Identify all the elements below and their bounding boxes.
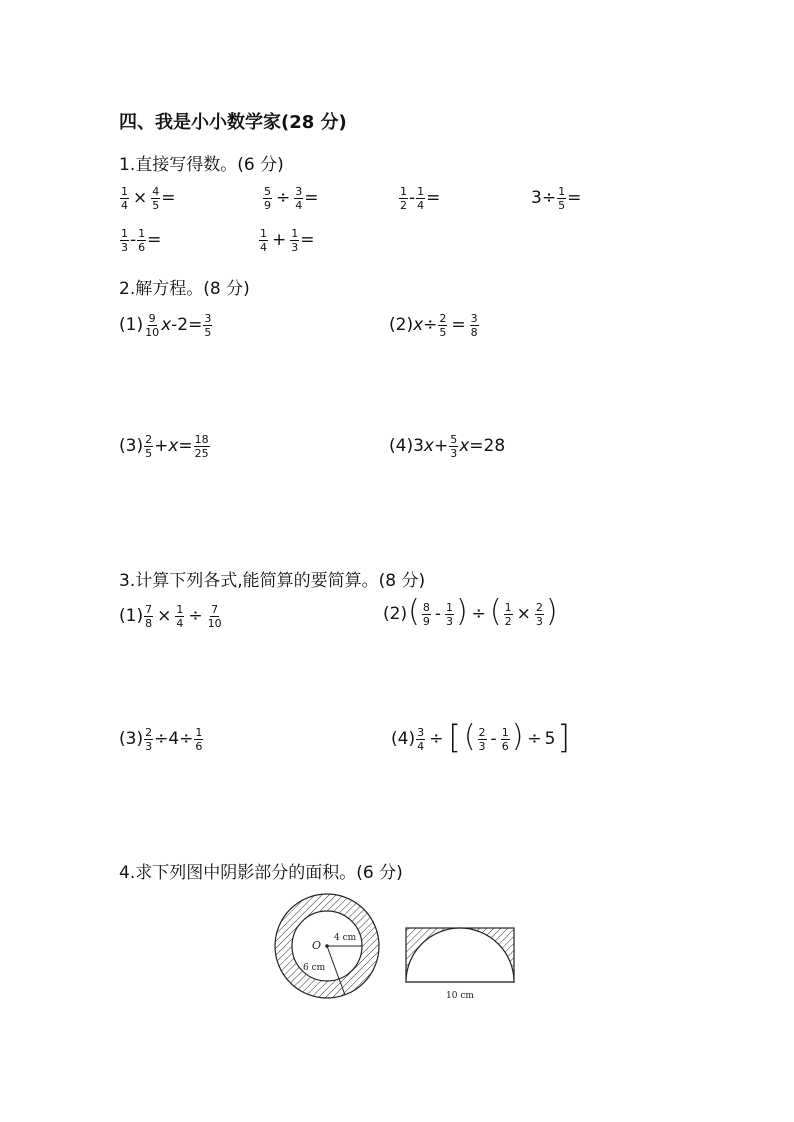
- center-label: O: [312, 939, 322, 952]
- fraction: $\frac{18}{25}$: [194, 433, 209, 460]
- fraction: $\frac{1}{6}$: [195, 726, 203, 753]
- fraction: $\frac{1}{6}$: [501, 725, 509, 753]
- fraction: $\frac{9}{10}$: [145, 312, 160, 339]
- q2-item-1: (1) $\frac{9}{10}$ x -2= $\frac{3}{5}$: [119, 312, 212, 339]
- fraction: $\frac{2}{3}$: [478, 725, 486, 753]
- fraction: $\frac{1}{3}$: [291, 227, 299, 254]
- q3-item-1: (1) $\frac{7}{8}$ × $\frac{1}{4}$ ÷ $\frac{7}{10}$: [119, 603, 222, 630]
- fraction: $\frac{2}{5}$: [439, 312, 447, 339]
- fraction: $\frac{3}{5}$: [204, 312, 212, 339]
- fraction: $\frac{4}{5}$: [152, 185, 160, 212]
- width-label: 10 cm: [446, 991, 474, 1001]
- q1-item-f: $\frac{1}{4}$ + $\frac{1}{3}$ =: [260, 227, 315, 254]
- fraction: $\frac{3}{4}$: [295, 185, 303, 212]
- fraction: $\frac{1}{2}$: [504, 600, 512, 628]
- q1-item-d: 3 ÷ $\frac{1}{5}$ =: [531, 185, 582, 212]
- fraction: $\frac{1}{2}$: [400, 185, 407, 212]
- fraction: $\frac{5}{3}$: [450, 433, 458, 460]
- fraction: $\frac{5}{9}$: [264, 185, 271, 212]
- question-1-title: 1.直接写得数。(6 分): [119, 155, 284, 175]
- fraction: $\frac{7}{8}$: [145, 603, 153, 630]
- question-2-title: 2.解方程。(8 分): [119, 279, 250, 299]
- fraction: $\frac{2}{3}$: [145, 726, 153, 753]
- fraction: $\frac{1}{5}$: [558, 185, 566, 212]
- question-3-title: 3.计算下列各式,能简算的要简算。(8 分): [119, 571, 426, 591]
- fraction: $\frac{1}{4}$: [260, 227, 267, 254]
- fraction: $\frac{3}{4}$: [417, 725, 425, 753]
- q3-item-4: (4) $\frac{3}{4}$ ÷ [ ( $\frac{2}{3}$ - $\frac{1}{6}$ ) ÷ 5 ]: [391, 718, 570, 756]
- q1-item-e: $\frac{1}{3}$ - $\frac{1}{6}$ =: [121, 227, 162, 254]
- fraction: $\frac{3}{8}$: [470, 312, 478, 339]
- inner-radius-label: 4 cm: [334, 933, 357, 943]
- outer-radius-label: 6 cm: [303, 963, 326, 973]
- q4-figures: [270, 890, 540, 1010]
- q2-item-2: (2) x ÷ $\frac{2}{5}$ = $\frac{3}{8}$: [389, 312, 478, 339]
- q2-item-4: (4) 3 x + $\frac{5}{3}$ x =28: [389, 433, 506, 460]
- q1-item-a: $\frac{1}{4}$ × $\frac{4}{5}$ =: [121, 185, 176, 212]
- fraction: $\frac{1}{3}$: [121, 227, 128, 254]
- fraction: $\frac{1}{3}$: [445, 600, 453, 628]
- fraction: $\frac{2}{5}$: [145, 433, 153, 460]
- q1-item-c: $\frac{1}{2}$ - $\frac{1}{4}$ =: [400, 185, 441, 212]
- fraction: $\frac{8}{9}$: [422, 600, 430, 628]
- fraction: $\frac{1}{4}$: [121, 185, 128, 212]
- question-4-title: 4.求下列图中阴影部分的面积。(6 分): [119, 863, 403, 883]
- q1-item-b: $\frac{5}{9}$ ÷ $\frac{3}{4}$ =: [264, 185, 319, 212]
- fraction: $\frac{1}{4}$: [417, 185, 425, 212]
- fraction: $\frac{7}{10}$: [207, 603, 222, 630]
- q3-item-3: (3) $\frac{2}{3}$ ÷4÷ $\frac{1}{6}$: [119, 726, 203, 753]
- fraction: $\frac{1}{4}$: [176, 603, 184, 630]
- fraction: $\frac{1}{6}$: [138, 227, 146, 254]
- fraction: $\frac{2}{3}$: [535, 600, 543, 628]
- q2-item-3: (3) $\frac{2}{5}$ + x = $\frac{18}{25}$: [119, 433, 209, 460]
- section-title: 四、我是小小数学家(28 分): [119, 112, 347, 133]
- q3-item-2: (2) ( $\frac{8}{9}$ - $\frac{1}{3}$ ) ÷ ( $\frac{1}{2}$ × $\frac{2}{3}$ ): [383, 594, 558, 629]
